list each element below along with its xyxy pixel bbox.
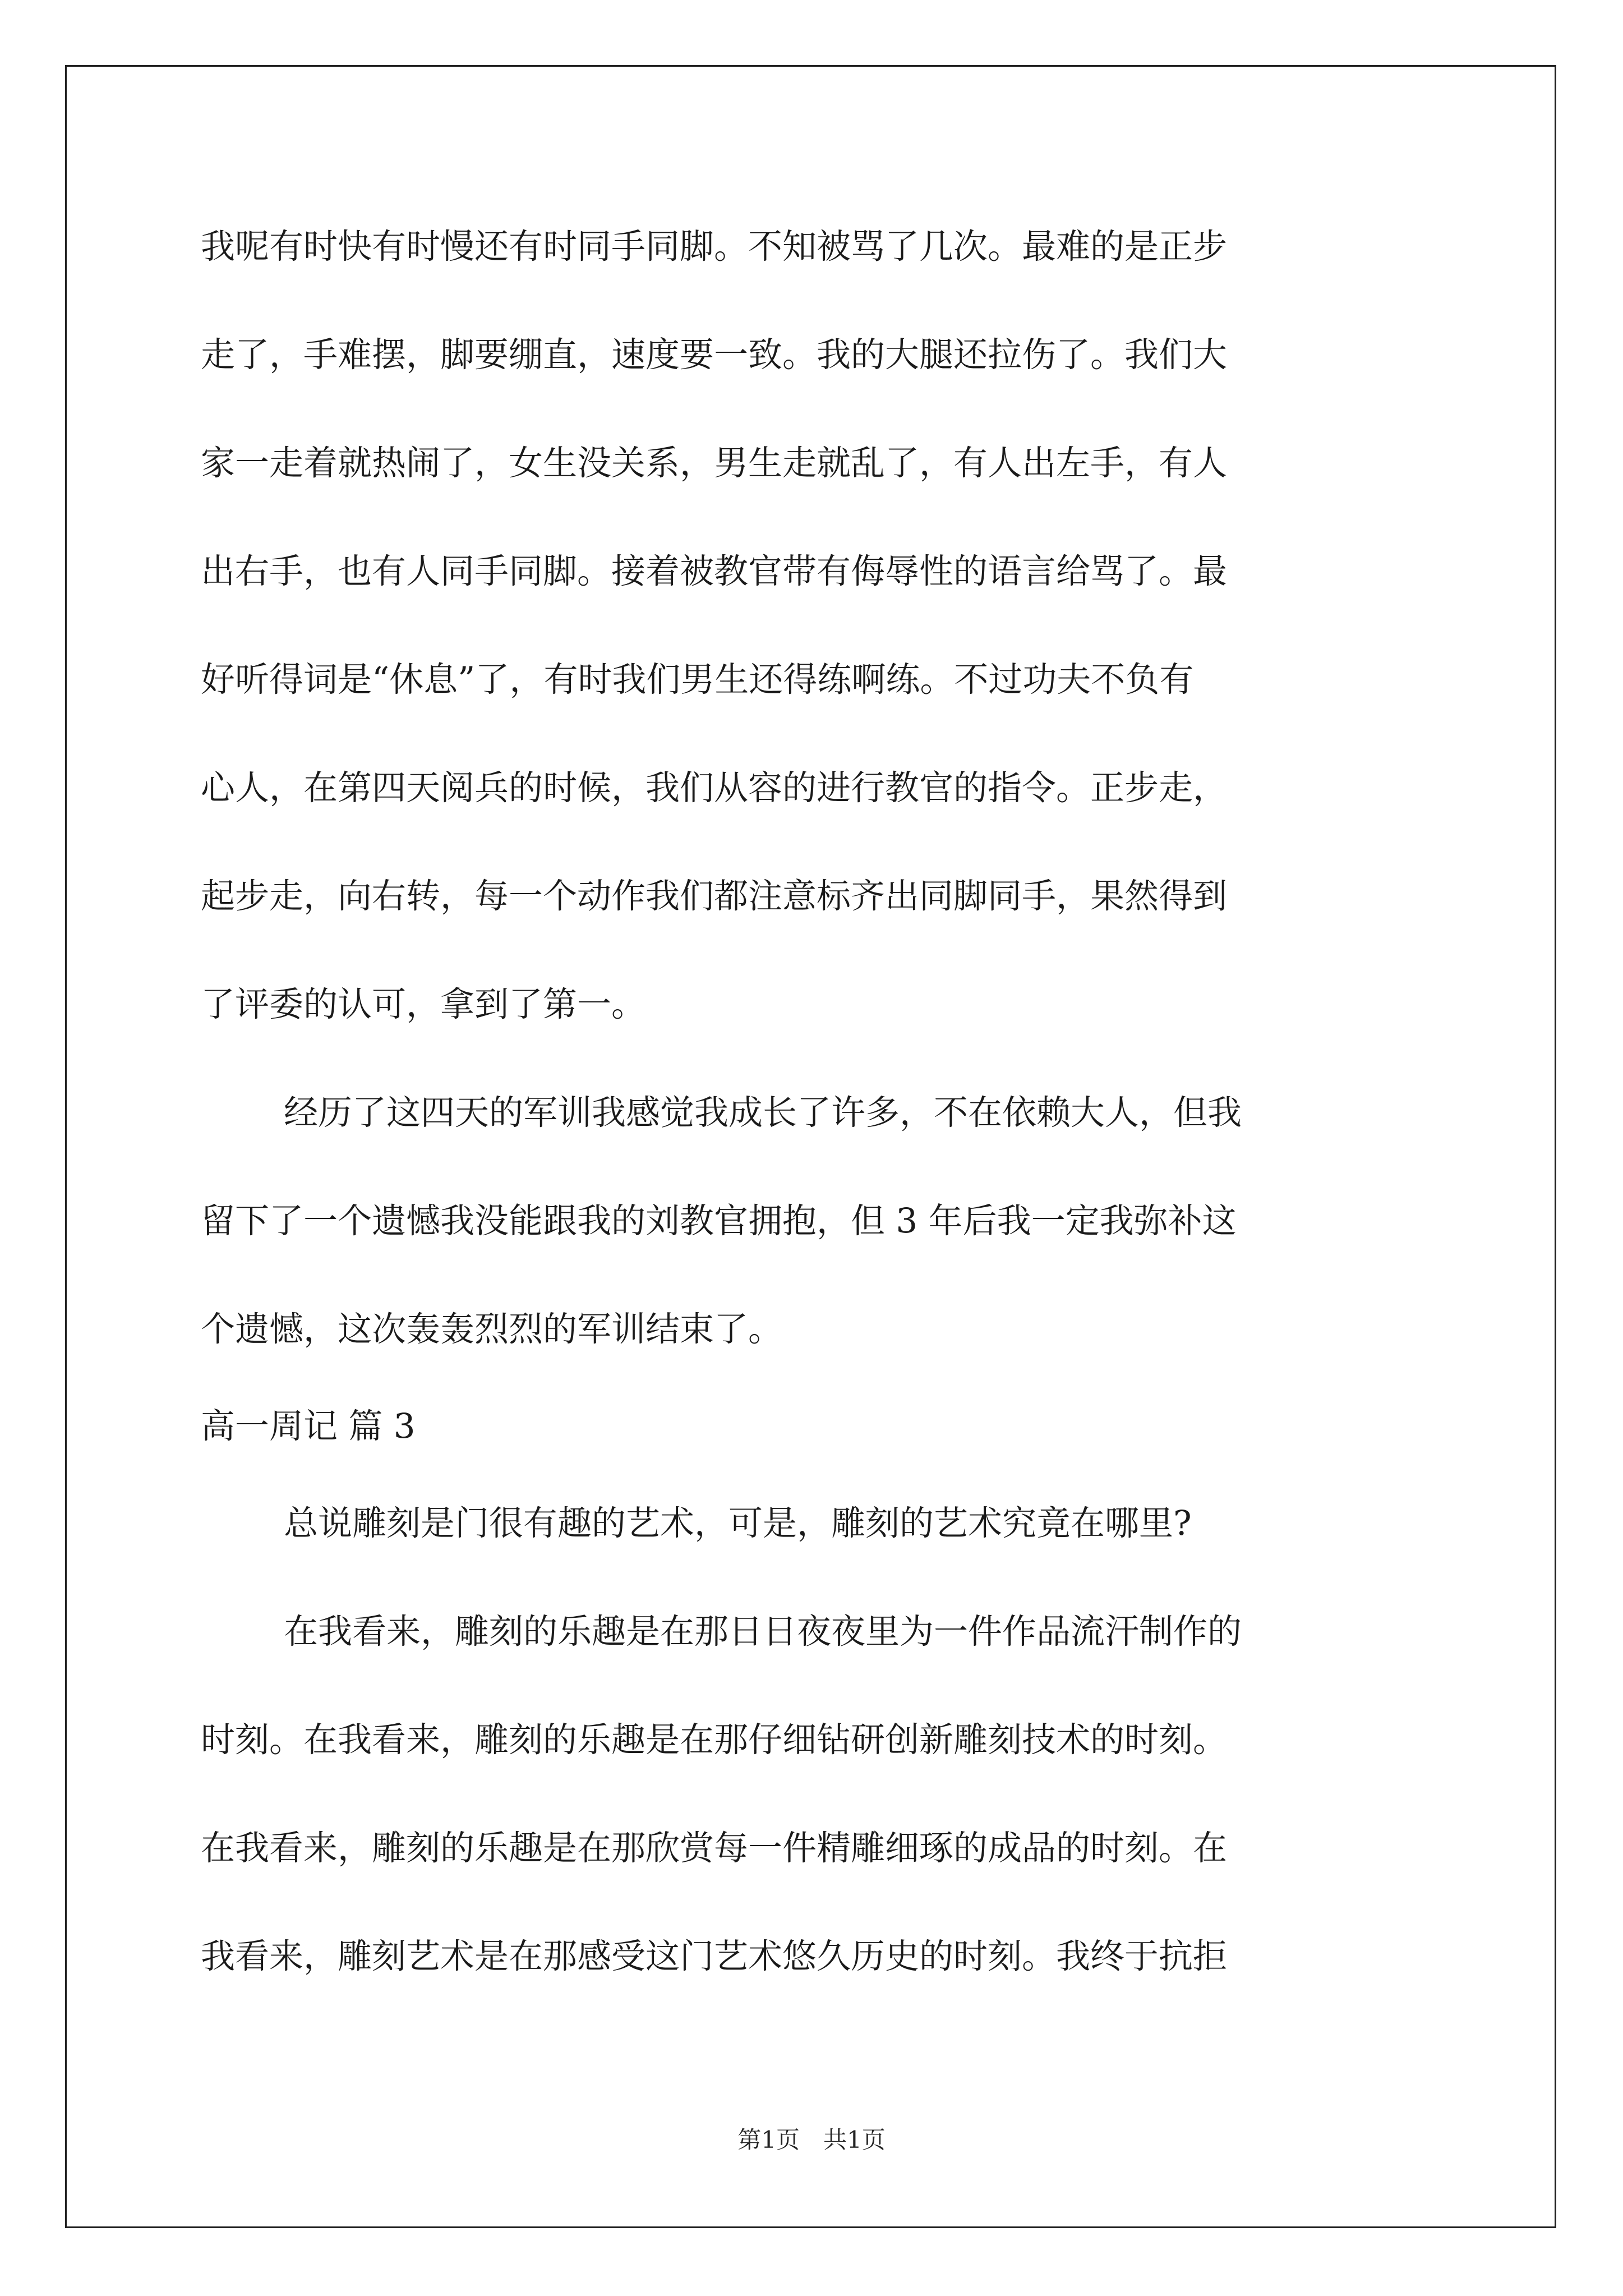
text-line: 时刻。在我看来，雕刻的乐趣是在那仔细钻研创新雕刻技术的时刻。: [201, 1720, 1228, 1760]
text-line: 出右手，也有人同手同脚。接着被教官带有侮辱性的语言给骂了。最: [201, 551, 1228, 591]
text-line: 走了，手难摆，脚要绷直，速度要一致。我的大腿还拉伤了。我们大: [201, 335, 1228, 375]
text-line: 起步走，向右转，每一个动作我们都注意标齐出同脚同手，果然得到: [201, 876, 1228, 916]
text-line: 经历了这四天的军训我感觉我成长了许多，不在依赖大人，但我: [284, 1093, 1242, 1133]
page-border: [65, 65, 1556, 2228]
text-line: 好听得词是“休息”了，有时我们男生还得练啊练。不过功夫不负有: [201, 660, 1194, 700]
text-line: 我呢有时快有时慢还有时同手同脚。不知被骂了几次。最难的是正步: [201, 227, 1228, 266]
text-line: 在我看来，雕刻的乐趣是在那欣赏每一件精雕细琢的成品的时刻。在: [201, 1828, 1228, 1868]
text-line: 我看来，雕刻艺术是在那感受这门艺术悠久历史的时刻。我终于抗拒: [201, 1936, 1228, 1976]
text-line: 个遗憾，这次轰轰烈烈的军训结束了。: [201, 1309, 783, 1349]
text-line: 心人，在第四天阅兵的时候，我们从容的进行教官的指令。正步走，: [201, 768, 1228, 808]
page-number-footer: 第1页 共1页: [737, 2126, 886, 2154]
section-heading: 高一周记 篇 3: [201, 1406, 416, 1446]
text-line: 留下了一个遗憾我没能跟我的刘教官拥抱，但 3 年后我一定我弥补这: [201, 1201, 1237, 1241]
text-line: 了评委的认可，拿到了第一。: [201, 984, 646, 1024]
text-line: 在我看来，雕刻的乐趣是在那日日夜夜里为一件作品流汗制作的: [284, 1612, 1242, 1651]
text-line: 家一走着就热闹了，女生没关系，男生走就乱了，有人出左手，有人: [201, 443, 1228, 483]
text-line: 总说雕刻是门很有趣的艺术，可是，雕刻的艺术究竟在哪里?: [284, 1503, 1192, 1543]
